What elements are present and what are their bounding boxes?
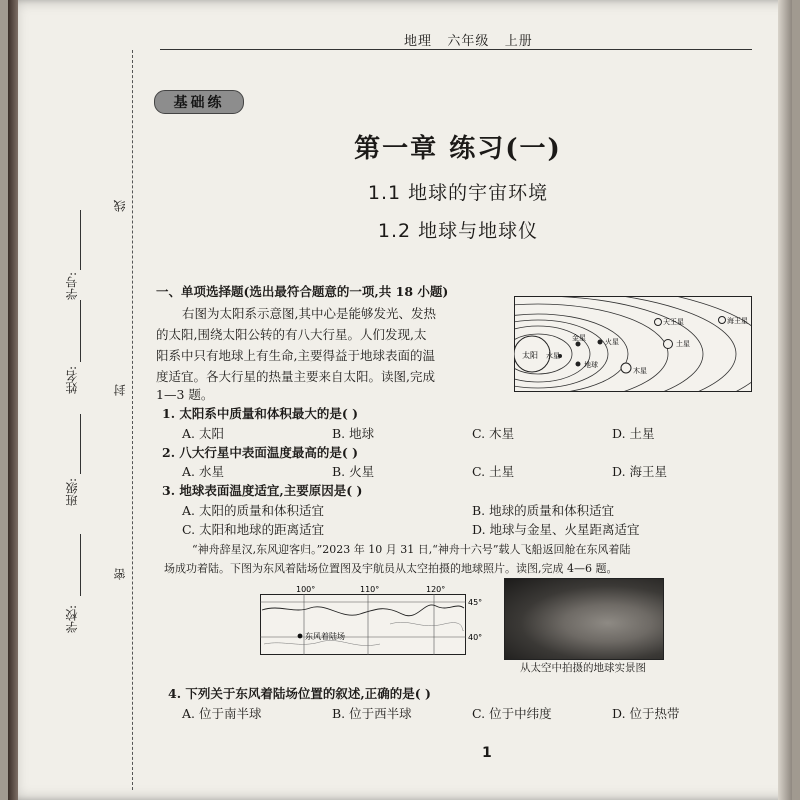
student-id-blank <box>80 210 81 270</box>
saturn-icon <box>664 340 673 349</box>
map-lon-label: 100° <box>296 585 316 594</box>
question-1-option: D. 土星 <box>612 426 655 441</box>
mars-icon <box>598 340 603 345</box>
intro-1-line: 度适宜。各大行星的热量主要来自太阳。读图,完成 <box>156 369 435 384</box>
question-2-option: C. 土星 <box>472 464 515 479</box>
earth-icon <box>576 362 581 367</box>
section-title-1: 1.1 地球的宇宙环境 <box>367 182 549 204</box>
intro-2-line: 场成功着陆。下图为东风着陆场位置图及宇航员从太空拍摄的地球照片。读图,完成 4—6 题。 <box>164 562 618 575</box>
name-blank <box>80 300 81 362</box>
question-4-option: D. 位于热带 <box>612 706 680 721</box>
question-1-stem: 1. 太阳系中质量和体积最大的是( ) <box>162 406 359 421</box>
chapter-title: 第一章 练习(一) <box>354 134 562 164</box>
question-2-option: D. 海王星 <box>612 464 668 479</box>
question-3-option: C. 太阳和地球的距离适宜 <box>182 522 325 537</box>
intro-1-line: 1—3 题。 <box>156 387 214 402</box>
map-lat-label: 40° <box>468 633 483 642</box>
intro-1-line: 右图为太阳系示意图,其中心是能够发光、发热 <box>182 306 436 321</box>
question-1-option: C. 木星 <box>472 426 515 441</box>
class-blank <box>80 414 81 474</box>
school-blank <box>80 534 81 596</box>
worksheet-page <box>8 0 792 800</box>
uranus-icon <box>655 319 662 326</box>
header-rule <box>160 49 752 50</box>
class-label: 班级: <box>65 478 79 507</box>
landing-site-label: 东风着陆场 <box>305 632 345 641</box>
earth-label: 地球 <box>584 361 598 369</box>
running-header: 地理 六年级 上册 <box>404 34 533 49</box>
jupiter-icon <box>621 363 631 373</box>
question-4-stem: 4. 下列关于东风着陆场位置的叙述,正确的是( ) <box>168 686 431 701</box>
landing-site-marker-icon <box>298 634 303 639</box>
page-right-edge <box>778 0 792 800</box>
school-label: 学校: <box>65 605 79 634</box>
question-4-option: B. 位于西半球 <box>332 706 412 721</box>
intro-2-line: “神舟辞星汉,东风迎客归。”2023 年 10 月 31 日,“神舟十六号”载人飞船返回舱在东风着陆 <box>192 543 631 556</box>
question-3-stem: 3. 地球表面温度适宜,主要原因是( ) <box>162 483 363 498</box>
binding-line-char: 线 <box>113 200 127 212</box>
question-2-stem: 2. 八大行星中表面温度最高的是( ) <box>162 445 359 460</box>
binding-secret-char: 密 <box>113 568 127 580</box>
question-4-option: A. 位于南半球 <box>182 706 262 721</box>
basic-practice-badge: 基础练 <box>154 90 244 114</box>
question-3-option: B. 地球的质量和体积适宜 <box>472 503 615 518</box>
question-1-option: A. 太阳 <box>182 426 224 441</box>
map-lon-label: 110° <box>360 585 380 594</box>
neptune-label: 海王星 <box>727 317 748 325</box>
mercury-label: 水星 <box>546 352 560 360</box>
earth-photo <box>504 578 664 660</box>
saturn-label: 土星 <box>676 340 690 348</box>
student-id-label: 学号: <box>65 272 79 301</box>
binding-seal-char: 封 <box>113 384 127 396</box>
part-heading: 一、单项选择题(选出最符合题意的一项,共 18 小题) <box>156 284 449 299</box>
question-2-option: A. 水星 <box>182 464 224 479</box>
uranus-label: 天王星 <box>663 318 684 326</box>
name-label: 姓名: <box>65 366 79 395</box>
map-lon-label: 120° <box>426 585 446 594</box>
question-1-option: B. 地球 <box>332 426 375 441</box>
book-binding-edge <box>8 0 18 800</box>
mars-label: 火星 <box>605 338 619 346</box>
jupiter-label: 木星 <box>633 367 647 375</box>
section-title-2: 1.2 地球与地球仪 <box>377 220 539 242</box>
earth-photo-caption: 从太空中拍摄的地球实景图 <box>520 662 646 674</box>
venus-label: 金星 <box>572 334 586 342</box>
question-3-option: A. 太阳的质量和体积适宜 <box>182 503 324 518</box>
map-lat-label: 45° <box>468 598 483 607</box>
landing-site-map <box>260 584 492 660</box>
solar-system-diagram <box>514 296 752 392</box>
question-4-option: C. 位于中纬度 <box>472 706 552 721</box>
sun-label: 太阳 <box>522 351 538 360</box>
neptune-icon <box>719 317 726 324</box>
binding-cut-line <box>132 50 133 790</box>
question-2-option: B. 火星 <box>332 464 375 479</box>
venus-icon <box>576 342 581 347</box>
intro-1-line: 阳系中只有地球上有生命,主要得益于地球表面的温 <box>156 348 435 363</box>
question-3-option: D. 地球与金星、火星距离适宜 <box>472 522 640 537</box>
intro-1-line: 的太阳,围绕太阳公转的有八大行星。人们发现,太 <box>156 327 427 342</box>
page-number: 1 <box>482 745 492 761</box>
